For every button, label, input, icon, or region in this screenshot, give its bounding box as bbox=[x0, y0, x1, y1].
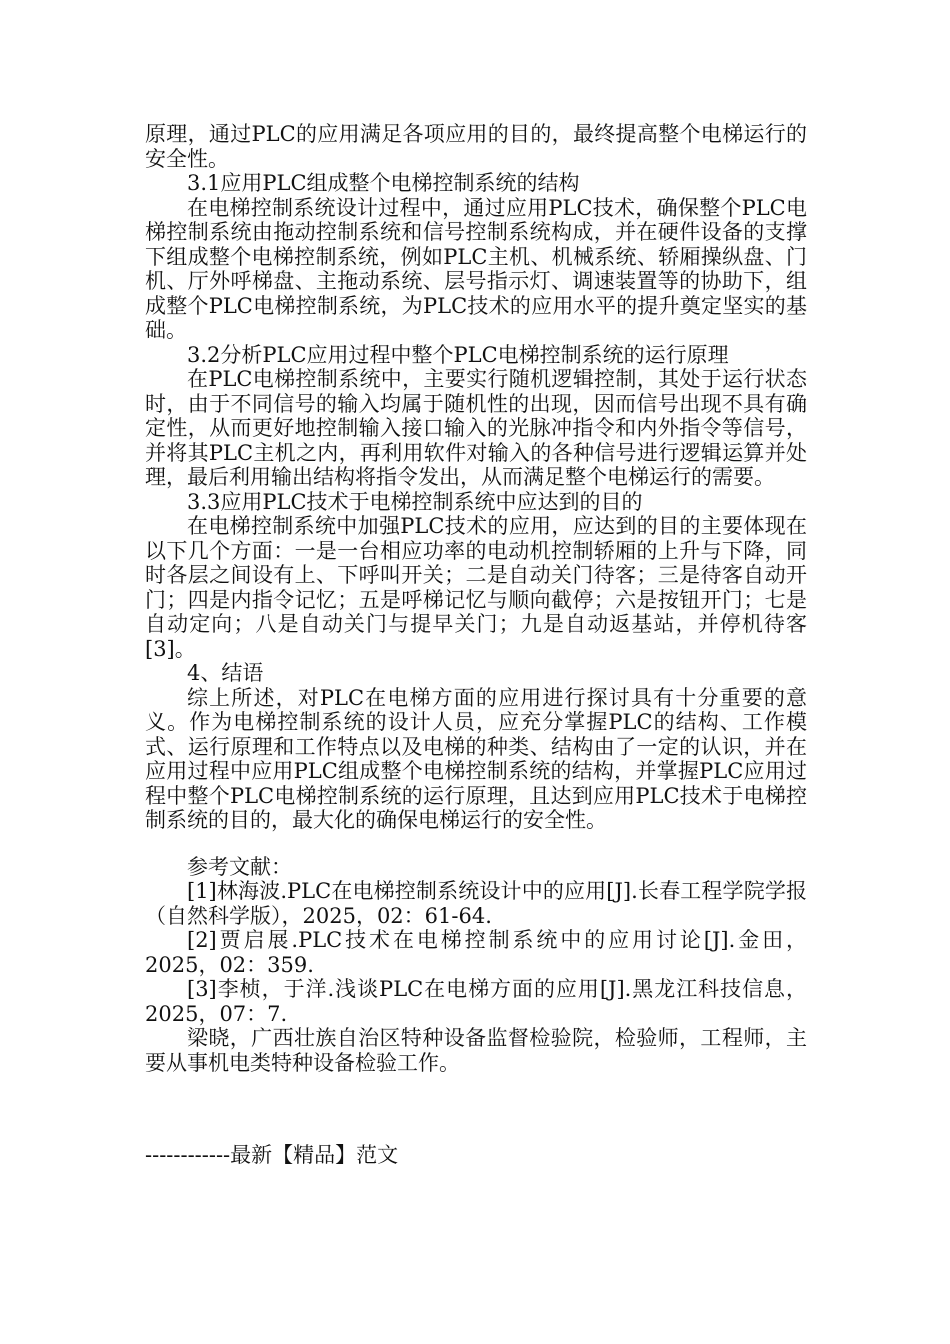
reference-item-1: [1]林海波.PLC在电梯控制系统设计中的应用[J].长春工程学院学报（自然科学版），2025，02：61-64. bbox=[145, 879, 807, 928]
document-page bbox=[145, 122, 807, 1168]
section-3-3-paragraph: 在电梯控制系统中加强PLC技术的应用，应达到的目的主要体现在以下几个方面：一是一台相应功率的电动机控制轿厢的上升与下降，同时各层之间设有上、下呼叫开关；二是自动关门待客；三是待客自动开门；四是内指令记忆；五是呼梯记忆与顺向截停；六是按钮开门；七是自动定向；八是自动关门与提早关门；九是自动返基站，并停机待客[3]。 bbox=[145, 514, 807, 661]
section-3-3-heading: 3.3应用PLC技术于电梯控制系统中应达到的目的 bbox=[187, 489, 643, 514]
intro-paragraph: 原理，通过PLC的应用满足各项应用的目的，最终提高整个电梯运行的安全性。 bbox=[145, 122, 807, 171]
references-title: 参考文献： bbox=[187, 854, 292, 879]
section-3-1-heading: 3.1应用PLC组成整个电梯控制系统的结构 bbox=[187, 171, 580, 195]
reference-item-3: [3]李桢，于洋.浅谈PLC在电梯方面的应用[J].黑龙江科技信息，2025，07：7. bbox=[145, 977, 807, 1026]
section-3-2-heading: 3.2分析PLC应用过程中整个PLC电梯控制系统的运行原理 bbox=[187, 342, 729, 367]
author-note: 梁晓，广西壮族自治区特种设备监督检验院，检验师，工程师，主要从事机电类特种设备检验工作。 bbox=[145, 1026, 807, 1075]
conclusion-paragraph: 综上所述，对PLC在电梯方面的应用进行探讨具有十分重要的意义。作为电梯控制系统的设计人员，应充分掌握PLC的结构、工作模式、运行原理和工作特点以及电梯的种类、结构由了一定的认识，并在应用过程中应用PLC组成整个电梯控制系统的结构，并掌握PLC应用过程中整个PLC电梯控制系统的运行原理，且达到应用PLC技术于电梯控制系统的目的，最大化的确保电梯运行的安全性。 bbox=[145, 685, 807, 832]
footer-label: ------------最新【精品】范文 bbox=[145, 1143, 399, 1167]
section-3-1-paragraph: 在电梯控制系统设计过程中，通过应用PLC技术，确保整个PLC电梯控制系统由拖动控制系统和信号控制系统构成，并在硬件设备的支撑下组成整个电梯控制系统，例如PLC主机、机械系统、轿厢操纵盘、门机、厅外呼梯盘、主拖动系统、层号指示灯、调速装置等的协助下，组成整个PLC电梯控制系统，为PLC技术的应用水平的提升奠定坚实的基础。 bbox=[145, 195, 807, 342]
reference-item-2: [2]贾启展.PLC技术在电梯控制系统中的应用讨论[J].金田，2025，02：359. bbox=[145, 928, 807, 977]
section-3-2-paragraph: 在PLC电梯控制系统中，主要实行随机逻辑控制，其处于运行状态时，由于不同信号的输入均属于随机性的出现，因而信号出现不具有确定性，从而更好地控制输入接口输入的光脉冲指令和内外指令等信号，并将其PLC主机之内，再利用软件对输入的各种信号进行逻辑运算并处理，最后利用输出结构将指令发出，从而满足整个电梯运行的需要。 bbox=[145, 367, 807, 489]
spacer-large bbox=[145, 1075, 807, 1143]
conclusion-heading: 4、结语 bbox=[187, 661, 264, 685]
spacer bbox=[145, 833, 807, 855]
